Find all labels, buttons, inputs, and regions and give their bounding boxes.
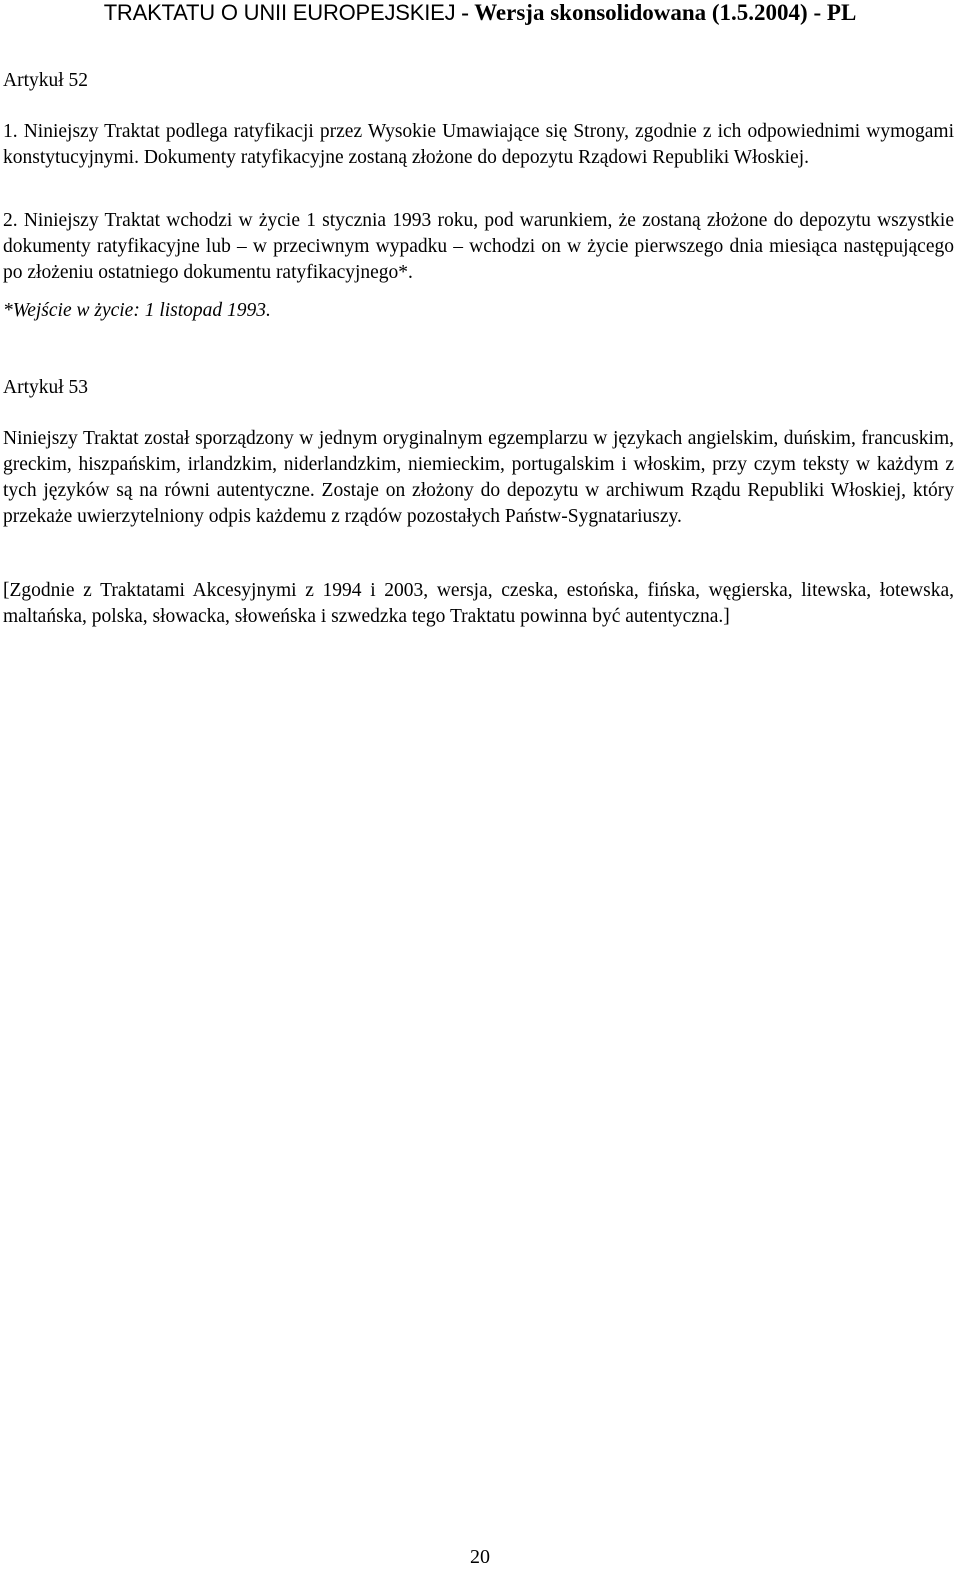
article-53-paragraph-1: Niniejszy Traktat został sporządzony w jednym oryginalnym egzemplarzu w językach angielskim, duńskim, francuskim, greckim, hiszpańskim, irlandzkim, niderlandzkim, niemieckim, portugalskim i włoskim, przy czym teksty w każdym z tych języków są na równi autentyczne. Zostaje on złożony do depozytu w archiwum Rządu Republiki Włoskiej, który przekaże uwierzytelniony odpis każdemu z rządów pozostałych Państw-Sygnatariuszy.: [3, 428, 954, 527]
article-52-heading: Artykuł 52: [3, 70, 89, 91]
header-title: TRAKTATU O UNII EUROPEJSKIEJ: [103, 0, 456, 25]
header-language: PL: [826, 0, 857, 25]
article-53-paragraph-2: [Zgodnie z Traktatami Akcesyjnymi z 1994 i 2003, wersja, czeska, estońska, fińska, węgierska, litewska, łotewska, maltańska, polska, słowacka, słoweńska i szwedzka tego Traktatu powinna być autentyczna.]: [3, 580, 954, 627]
article-52-paragraph-1: 1. Niniejszy Traktat podlega ratyfikacji przez Wysokie Umawiające się Strony, zgodnie z ich odpowiednimi wymogami konstytucyjnymi. Dokumenty ratyfikacyjne zostaną złożone do depozytu Rządowi Republiki Włoskiej.: [3, 121, 954, 168]
article-52-footnote: *Wejście w życie: 1 listopad 1993.: [3, 300, 271, 321]
running-header: [0, 0, 960, 26]
header-separator-2: -: [807, 0, 827, 25]
article-52-paragraph-2: 2. Niniejszy Traktat wchodzi w życie 1 stycznia 1993 roku, pod warunkiem, że zostaną złożone do depozytu wszystkie dokumenty ratyfikacyjne lub – w przeciwnym wypadku – wchodzi on w życie pierwszego dnia miesiąca następującego po złożeniu ostatniego dokumentu ratyfikacyjnego*.: [3, 210, 954, 283]
header-separator: -: [455, 0, 475, 25]
page-number: 20: [470, 1546, 490, 1568]
header-version: Wersja skonsolidowana (1.5.2004): [474, 0, 808, 25]
article-53-heading: Artykuł 53: [3, 377, 89, 398]
